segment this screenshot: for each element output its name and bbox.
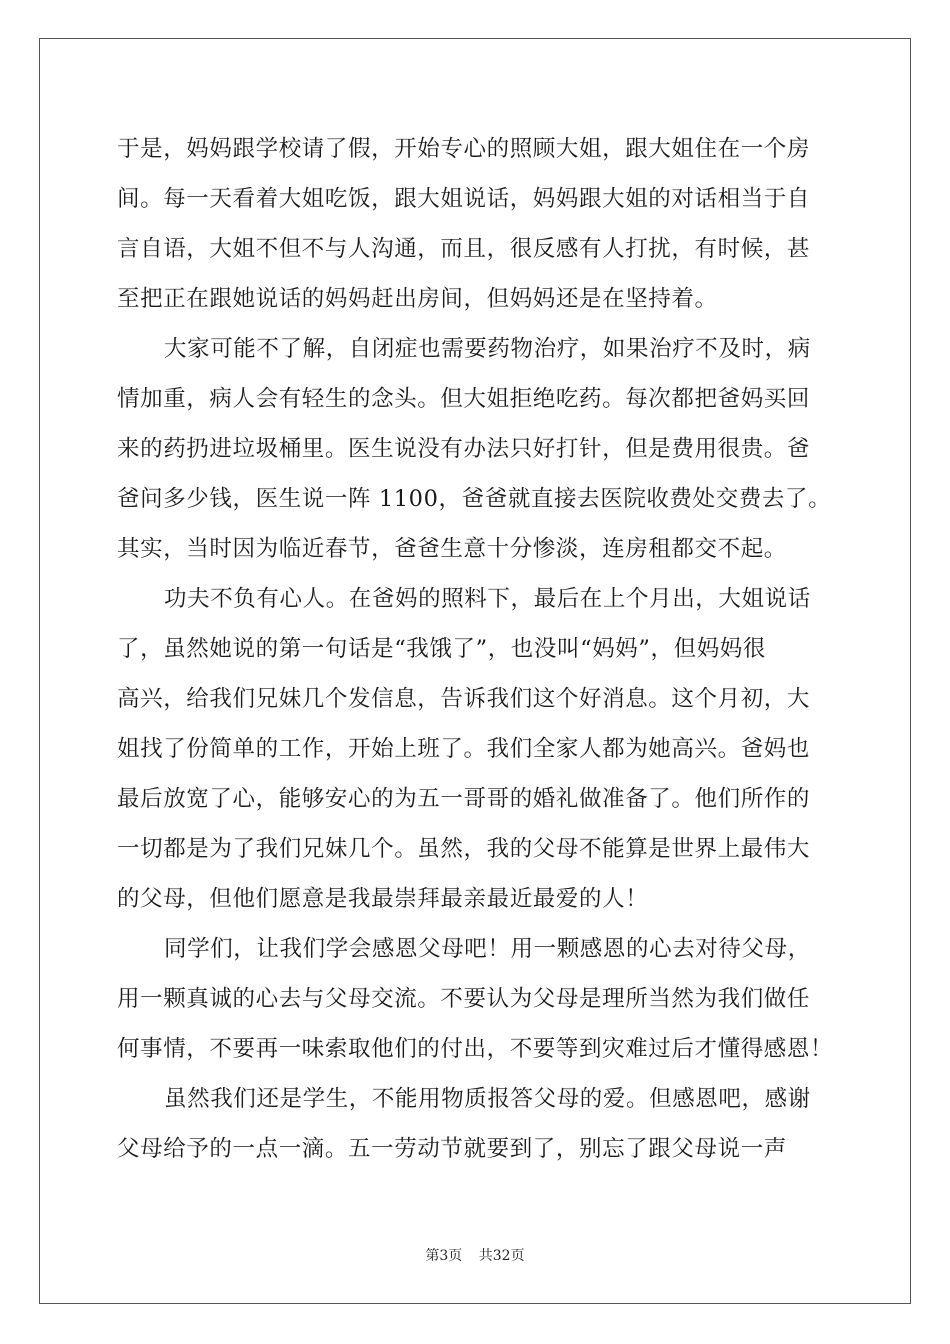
text-line: 用一颗真诚的心去与父母交流。不要认为父母是理所当然为我们做任	[117, 986, 811, 1012]
text-line: 最后放宽了心，能够安心的为五一哥哥的婚礼做准备了。他们所作的	[117, 786, 811, 812]
paragraph-start-line: 功夫不负有心人。在爸妈的照料下，最后在上个月出，大姐说话	[164, 586, 811, 612]
text-line: 于是，妈妈跟学校请了假，开始专心的照顾大姐，跟大姐住在一个房	[117, 136, 811, 162]
text-line: 言自语，大姐不但不与人沟通，而且，很反感有人打扰，有时候，甚	[117, 236, 811, 262]
text-line: 姐找了份简单的工作，开始上班了。我们全家人都为她高兴。爸妈也	[117, 736, 811, 762]
text-line: 的父母，但他们愿意是我最崇拜最亲最近最爱的人！	[117, 886, 649, 912]
text-line: 了，虽然她说的第一句话是“我饿了”，也没叫“妈妈”，但妈妈很	[117, 636, 767, 662]
page-number: 第3页	[425, 1248, 463, 1264]
text-line: 高兴，给我们兄妹几个发信息，告诉我们这个好消息。这个月初，大	[117, 686, 811, 712]
text-line: 一切都是为了我们兄妹几个。虽然，我的父母不能算是世界上最伟大	[117, 836, 811, 862]
paragraph-start-line: 同学们，让我们学会感恩父母吧！用一颗感恩的心去对待父母，	[164, 936, 811, 962]
text-line: 何事情，不要再一味索取他们的付出，不要等到灾难过后才懂得感恩！	[117, 1036, 834, 1062]
text-line: 至把正在跟她说话的妈妈赶出房间，但妈妈还是在坚持着。	[117, 286, 718, 312]
document-body	[117, 124, 857, 1174]
text-line: 爸问多少钱，医生说一阵 1100，爸爸就直接去医院收费处交费去了。	[117, 486, 832, 512]
text-line: 父母给予的一点一滴。五一劳动节就要到了，别忘了跟父母说一声	[117, 1136, 787, 1162]
text-line: 来的药扔进垃圾桶里。医生说没有办法只好打针，但是费用很贵。爸	[117, 436, 811, 462]
text-line: 间。每一天看着大姐吃饭，跟大姐说话，妈妈跟大姐的对话相当于自	[117, 186, 811, 212]
text-line: 其实，当时因为临近春节，爸爸生意十分惨淡，连房租都交不起。	[117, 536, 787, 562]
paragraph-start-line: 虽然我们还是学生，不能用物质报答父母的爱。但感恩吧，感谢	[164, 1086, 811, 1112]
paragraph-start-line: 大家可能不了解，自闭症也需要药物治疗，如果治疗不及时，病	[164, 336, 811, 362]
text-line: 情加重，病人会有轻生的念头。但大姐拒绝吃药。每次都把爸妈买回	[117, 386, 811, 412]
total-pages: 共32页	[478, 1248, 525, 1264]
page-footer	[0, 1247, 950, 1265]
